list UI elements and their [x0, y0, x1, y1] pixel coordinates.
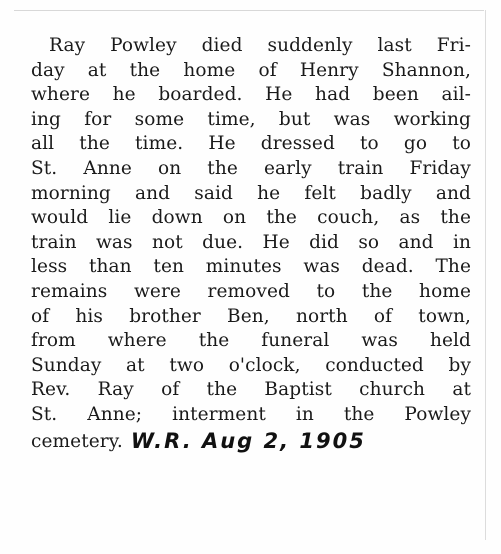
article-line: from where the funeral was held	[31, 330, 471, 352]
article-line: of his brother Ben, north of town,	[31, 305, 471, 327]
article-line: ing for some time, but was working	[31, 108, 471, 130]
obituary-article	[31, 34, 471, 452]
article-line: Rev. Ray of the Baptist church at	[31, 379, 471, 401]
article-line: where he boarded. He had been ail-	[31, 84, 471, 106]
clipping-right-edge	[485, 10, 486, 540]
handwritten-date-note: W.R. Aug 2, 1905	[130, 428, 366, 453]
article-line: Sunday at two o'clock, conducted by	[31, 354, 471, 376]
article-line: Ray Powley died suddenly last Fri-	[49, 35, 471, 56]
article-line: all the time. He dressed to go to	[31, 133, 471, 155]
article-line: less than ten minutes was dead. The	[31, 256, 471, 278]
article-last-line	[31, 428, 471, 453]
article-line: St. Anne on the early train Friday	[31, 157, 471, 179]
article-line: morning and said he felt badly and	[31, 182, 471, 204]
article-line: cemetery.	[31, 430, 123, 452]
article-line: train was not due. He did so and in	[31, 231, 471, 253]
article-line: day at the home of Henry Shannon,	[31, 59, 471, 81]
article-line: remains were removed to the home	[31, 280, 471, 302]
article-line: St. Anne; interment in the Powley	[31, 403, 471, 425]
clipping-top-edge	[14, 10, 484, 11]
article-line: would lie down on the couch, as the	[31, 207, 471, 229]
